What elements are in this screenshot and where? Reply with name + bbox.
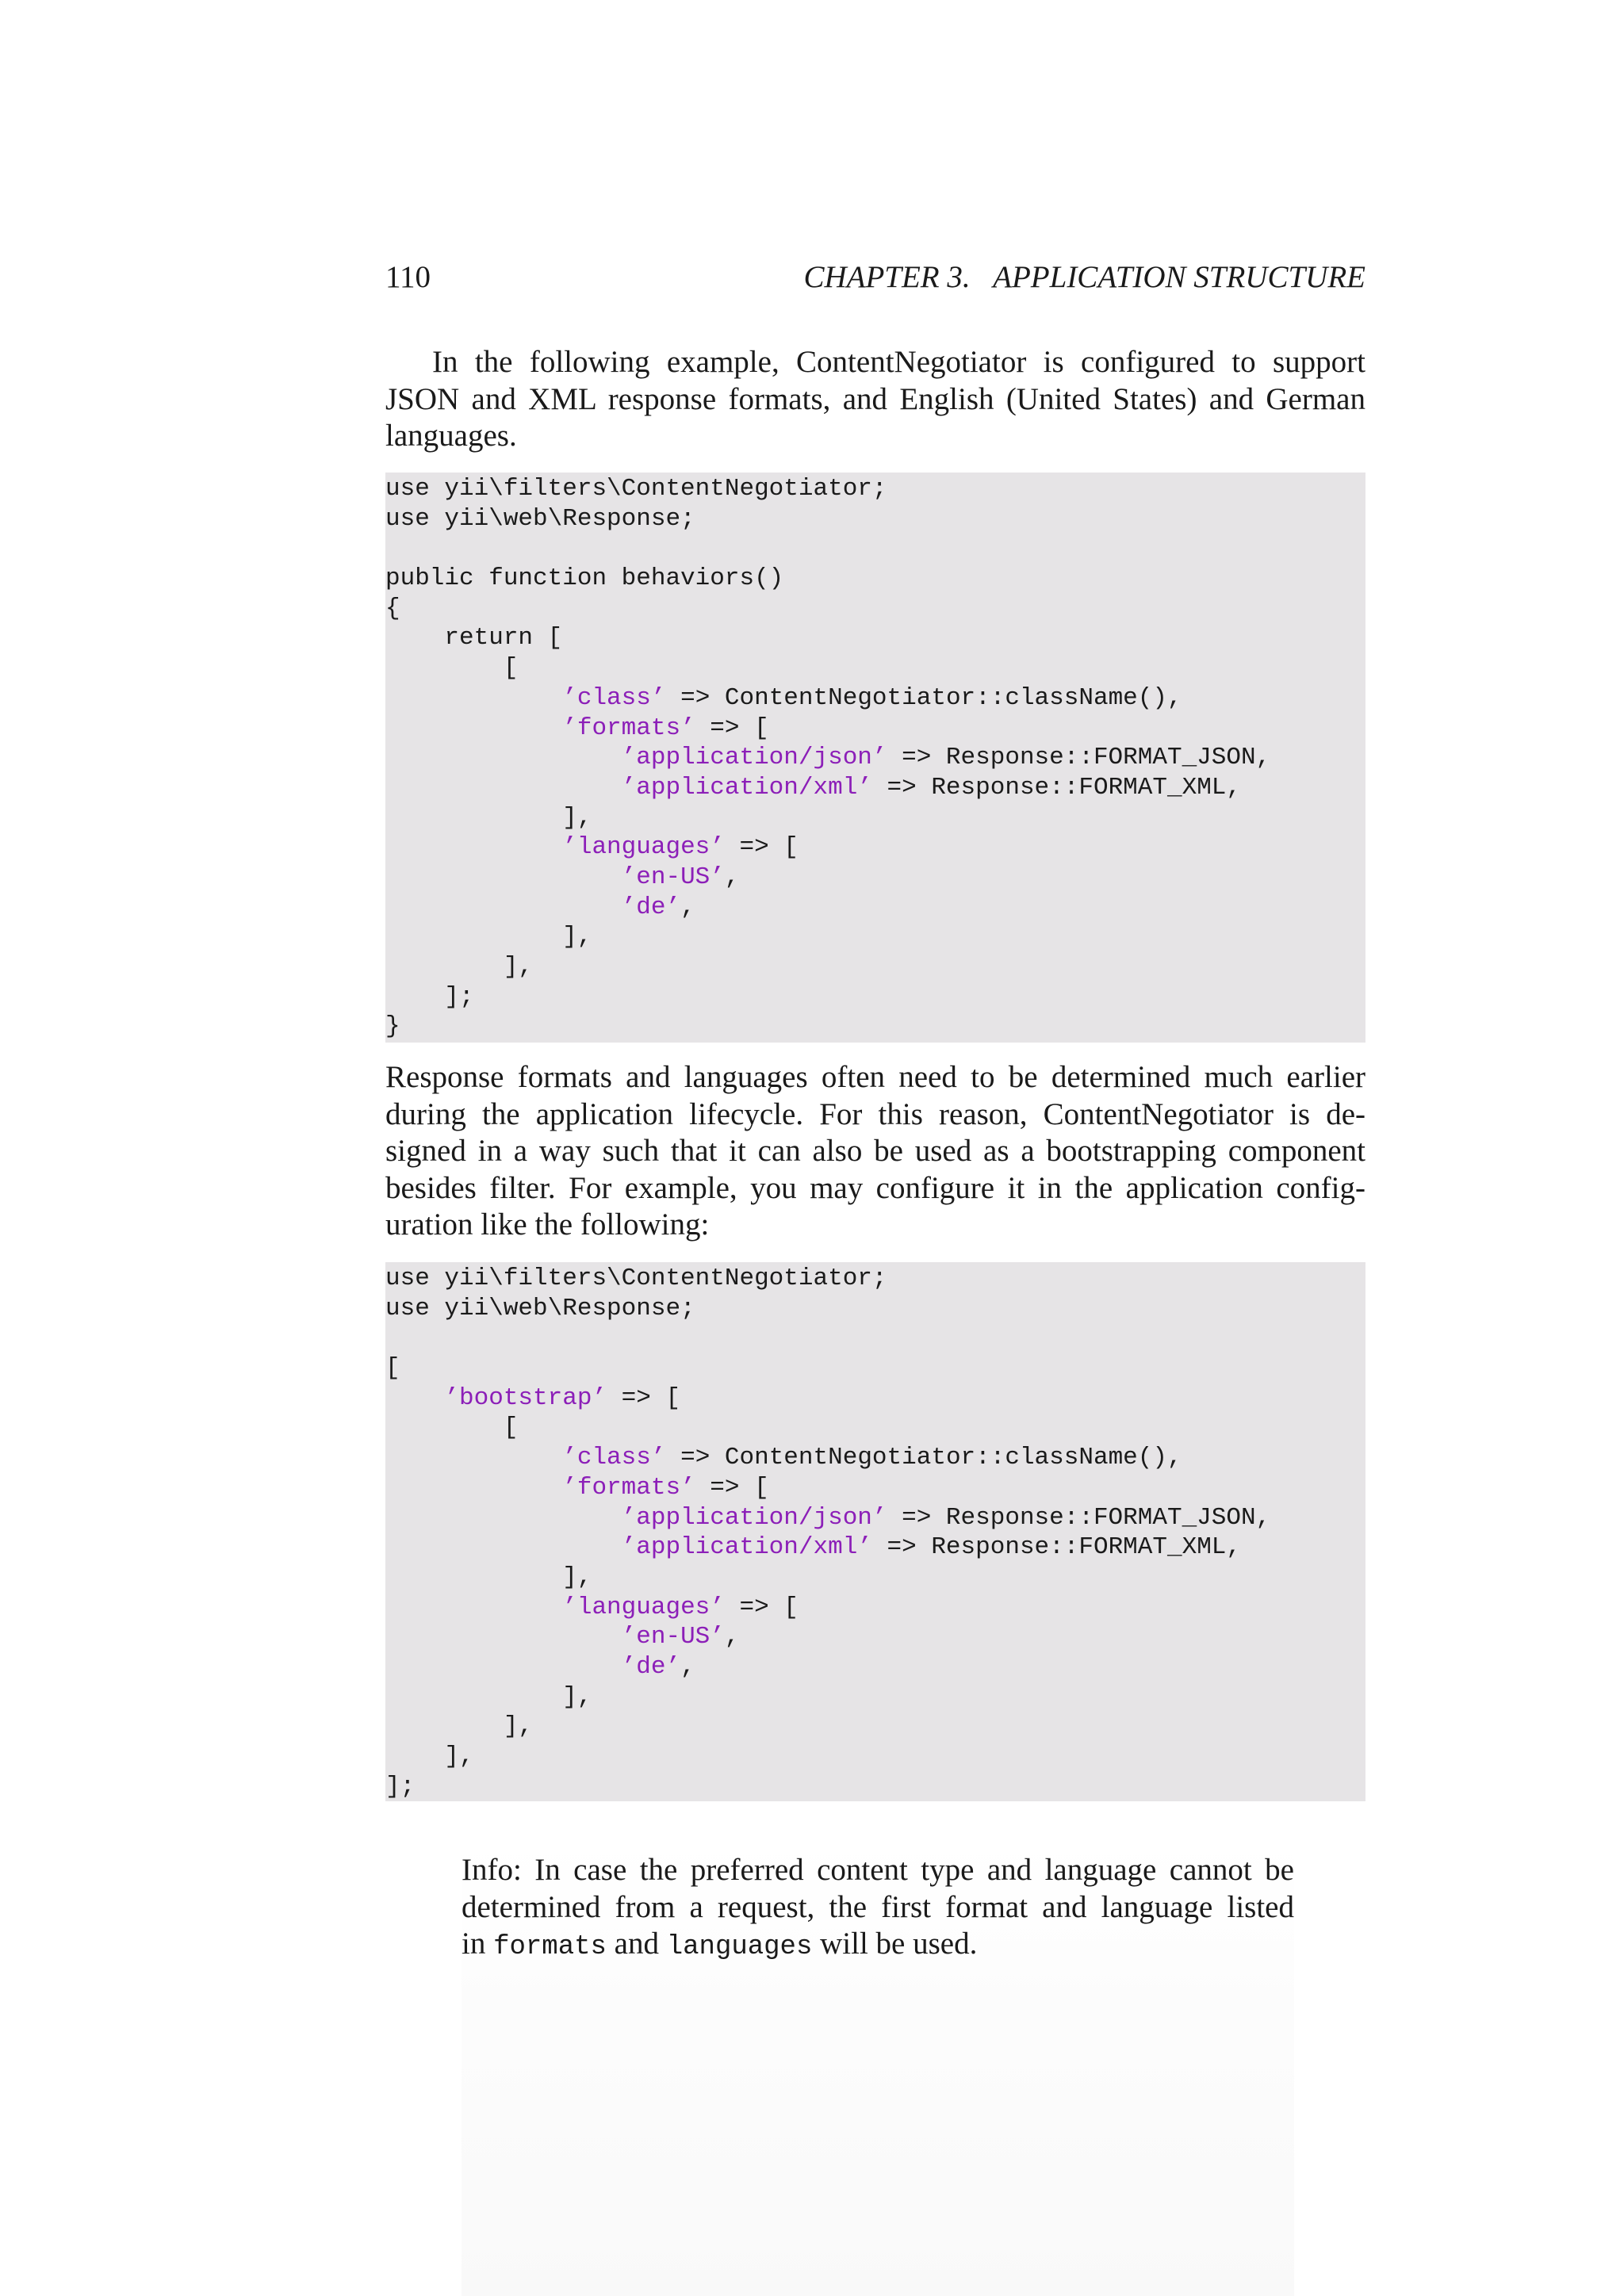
code-line (385, 1533, 1365, 1563)
code-line (385, 1772, 1365, 1802)
code-string: ’formats’ (562, 714, 695, 742)
code-text: => Response::FORMAT_XML, (871, 1533, 1241, 1562)
code-string: ’languages’ (562, 833, 725, 862)
code-line (385, 1652, 1365, 1682)
code-text: ], (385, 923, 592, 951)
code-line (385, 474, 1365, 504)
body-line: Response formats and languages often need to be determined much earlier (385, 1060, 1365, 1094)
code-line (385, 594, 1365, 624)
code-line (385, 1742, 1365, 1772)
inline-code-languages: languages (666, 1932, 813, 1962)
code-string: ’formats’ (562, 1473, 695, 1502)
code-line (385, 504, 1365, 534)
code-line (385, 1503, 1365, 1533)
code-text: => [ (695, 714, 769, 742)
code-line (385, 623, 1365, 653)
code-text: [ (385, 654, 519, 683)
info-text-fragment: in (462, 1927, 494, 1961)
code-text (385, 744, 622, 771)
code-line (385, 922, 1365, 952)
code-string: ’application/json’ (621, 1503, 887, 1532)
code-line (385, 1353, 1365, 1383)
code-line (385, 1712, 1365, 1742)
intro-line: languages. (385, 419, 517, 453)
code-string: ’en-US’ (621, 1623, 725, 1651)
intro-line: In the following example, ContentNegotiator is configured to support (432, 345, 1365, 379)
code-text (385, 684, 562, 712)
info-line: Info: In case the preferred content type and language cannot be (462, 1853, 1294, 1887)
code-text: } (385, 1012, 400, 1041)
running-head: CHAPTER 3. APPLICATION STRUCTURE (803, 260, 1365, 294)
code-line (385, 1264, 1365, 1294)
intro-line: JSON and XML response formats, and English (United States) and German (385, 381, 1365, 416)
body-line: signed in a way such that it can also be used as a bootstrapping component (385, 1134, 1365, 1168)
code-text (385, 1594, 562, 1621)
code-text (385, 1533, 622, 1561)
code-text (385, 1384, 444, 1412)
code-string: ’bootstrap’ (444, 1383, 607, 1412)
code-text: , (680, 1652, 695, 1681)
code-string: ’class’ (562, 683, 666, 712)
info-line (462, 1926, 1294, 1963)
code-text: => Response::FORMAT_JSON, (887, 1503, 1271, 1532)
body-line: besides filter. For example, you may configure it in the application config- (385, 1170, 1365, 1205)
code-text (385, 774, 622, 802)
code-text: use yii\web\Response; (385, 504, 695, 533)
inline-code-formats: formats (493, 1932, 607, 1962)
code-text: ], (385, 1563, 592, 1591)
code-line (385, 1012, 1365, 1042)
code-line (385, 1323, 1365, 1353)
code-text (385, 1444, 562, 1471)
code-line (385, 832, 1365, 863)
code-line (385, 893, 1365, 923)
code-text (385, 863, 622, 891)
code-text: => Response::FORMAT_XML, (871, 773, 1241, 802)
code-string: ’application/json’ (621, 744, 887, 772)
code-text: ], (385, 953, 534, 981)
code-text: use yii\filters\ContentNegotiator; (385, 475, 887, 503)
body-line: uration like the following: (385, 1207, 710, 1242)
info-text-fragment: and (606, 1927, 667, 1961)
page-header (385, 255, 1365, 300)
code-text (385, 894, 622, 921)
code-line (385, 1443, 1365, 1473)
code-text: { (385, 594, 400, 622)
code-line (385, 1473, 1365, 1503)
code-line (385, 982, 1365, 1012)
code-text: , (724, 1623, 740, 1651)
code-line (385, 1682, 1365, 1712)
code-string: ’application/xml’ (621, 773, 872, 802)
code-text: => [ (724, 1593, 799, 1621)
info-note (462, 1852, 1294, 1963)
code-block-config (385, 1262, 1365, 1801)
code-string: ’en-US’ (621, 863, 725, 891)
code-line (385, 1593, 1365, 1623)
code-line (385, 1383, 1365, 1414)
code-line (385, 773, 1365, 803)
code-line (385, 743, 1365, 773)
code-text: => Response::FORMAT_JSON, (887, 744, 1271, 772)
code-text: public function behaviors() (385, 564, 784, 593)
code-string: ’de’ (621, 1652, 681, 1681)
code-text: => ContentNegotiator::className(), (665, 1444, 1182, 1472)
code-text (385, 1623, 622, 1651)
code-text: [ (385, 1414, 519, 1442)
code-text (385, 833, 562, 861)
code-text: => [ (695, 1473, 769, 1502)
code-text (385, 1474, 562, 1502)
code-text: [ (385, 1354, 400, 1383)
info-text-fragment: will be used. (812, 1927, 978, 1961)
code-string: ’languages’ (562, 1593, 725, 1621)
code-string: ’class’ (562, 1444, 666, 1472)
code-line (385, 683, 1365, 714)
code-text: ]; (385, 1772, 416, 1800)
code-string: ’de’ (621, 893, 681, 921)
code-text: ]; (385, 982, 474, 1011)
code-block-behaviors (385, 473, 1365, 1043)
code-text (385, 1653, 622, 1681)
code-text: , (680, 893, 695, 921)
code-string: ’application/xml’ (621, 1533, 872, 1562)
code-line (385, 803, 1365, 833)
code-line (385, 1413, 1365, 1443)
code-text: => ContentNegotiator::className(), (665, 683, 1182, 712)
code-text: ], (385, 1712, 534, 1741)
info-line: determined from a request, the first format and language listed (462, 1889, 1294, 1924)
code-text: use yii\filters\ContentNegotiator; (385, 1265, 887, 1292)
code-line (385, 653, 1365, 683)
code-text (385, 1504, 622, 1532)
code-line (385, 564, 1365, 594)
code-line (385, 534, 1365, 564)
code-text: => [ (724, 833, 799, 862)
code-text: return [ (385, 624, 563, 652)
code-text: ], (385, 803, 592, 832)
code-line (385, 1622, 1365, 1652)
code-line (385, 1563, 1365, 1593)
code-line (385, 1294, 1365, 1324)
code-text: ], (385, 1682, 592, 1711)
body-line: during the application lifecycle. For this reason, ContentNegotiator is de- (385, 1096, 1365, 1131)
page-number: 110 (385, 260, 431, 294)
code-text: ], (385, 1743, 474, 1770)
code-text: => [ (607, 1383, 681, 1412)
code-line (385, 863, 1365, 893)
intro-paragraph (385, 344, 1365, 455)
code-text (385, 714, 562, 742)
code-line (385, 952, 1365, 982)
code-line (385, 714, 1365, 744)
code-text: use yii\web\Response; (385, 1294, 695, 1322)
code-text: , (724, 863, 740, 891)
body-paragraph (385, 1059, 1365, 1244)
